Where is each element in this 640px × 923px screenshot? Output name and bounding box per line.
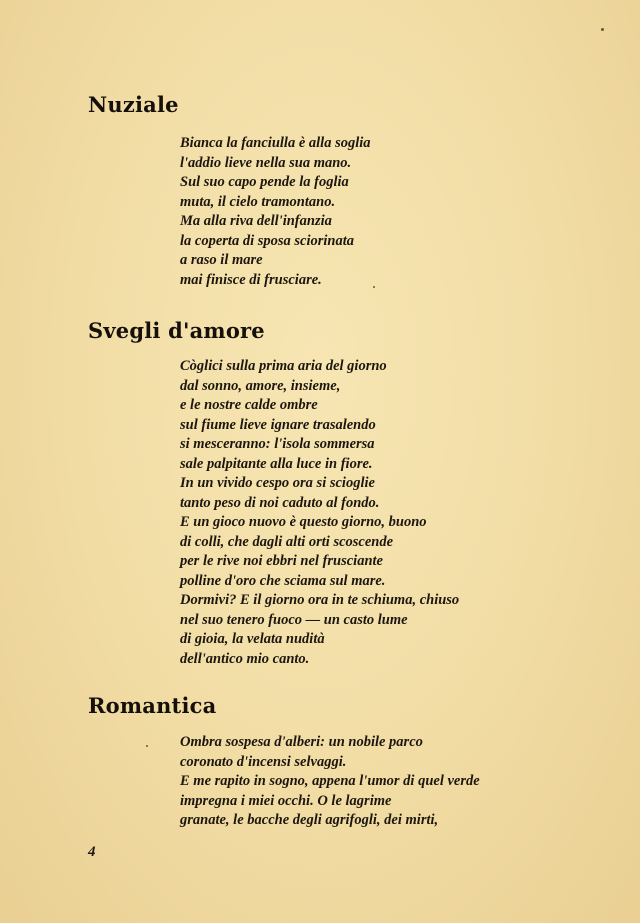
verse-line: Còglici sulla prima aria del giorno bbox=[180, 358, 387, 374]
poem-title-romantica: Romantica bbox=[88, 693, 217, 718]
verse-line: Sul suo capo pende la foglia bbox=[180, 174, 349, 190]
verse-line: tanto peso di noi caduto al fondo. bbox=[180, 494, 380, 511]
verse-line: di colli, che dagli alti orti scoscende bbox=[180, 533, 394, 550]
verse-line: dal sonno, amore, insieme, bbox=[180, 377, 341, 394]
page-number: 4 bbox=[88, 844, 96, 860]
verse-line: sul fiume lieve ignare trasalendo bbox=[180, 416, 376, 433]
poem-body-nuziale bbox=[180, 134, 371, 290]
verse-line: a raso il mare bbox=[180, 252, 263, 268]
verse-line: si mesceranno: l'isola sommersa bbox=[180, 436, 375, 452]
verse-line: muta, il cielo tramontano. bbox=[180, 193, 336, 210]
paper-speck bbox=[601, 28, 604, 31]
verse-line: granate, le bacche degli agrifogli, dei mirti, bbox=[180, 812, 439, 828]
poem-title-svegli-damore: Svegli d'amore bbox=[88, 318, 265, 343]
poem-body-svegli-damore bbox=[180, 357, 459, 669]
verse-line: Bianca la fanciulla è alla soglia bbox=[180, 135, 371, 151]
verse-line: Ombra sospesa d'alberi: un nobile parco bbox=[180, 734, 423, 750]
verse-line: di gioia, la velata nudità bbox=[180, 631, 325, 647]
verse-line: la coperta di sposa sciorinata bbox=[180, 232, 355, 249]
verse-line: In un vivido cespo ora si scioglie bbox=[180, 475, 375, 491]
verse-line: Dormivi? E il giorno ora in te schiuma, chiuso bbox=[180, 592, 460, 608]
verse-line: dell'antico mio canto. bbox=[180, 650, 310, 667]
verse-line: coronato d'incensi selvaggi. bbox=[180, 753, 347, 770]
verse-line: impregna i miei occhi. O le lagrime bbox=[180, 792, 392, 809]
poem-title-nuziale: Nuziale bbox=[88, 92, 179, 117]
verse-line: per le rive noi ebbri nel frusciante bbox=[180, 553, 383, 569]
verse-line: mai finisce di frusciare. bbox=[180, 271, 322, 288]
verse-line: E un gioco nuovo è questo giorno, buono bbox=[180, 514, 427, 530]
verse-line: e le nostre calde ombre bbox=[180, 397, 318, 413]
poem-body-romantica bbox=[180, 733, 480, 831]
verse-line: nel suo tenero fuoco — un casto lume bbox=[180, 611, 408, 628]
paper-speck bbox=[146, 745, 148, 747]
verse-line: polline d'oro che sciama sul mare. bbox=[180, 572, 386, 589]
verse-line: sale palpitante alla luce in fiore. bbox=[180, 455, 373, 472]
verse-line: E me rapito in sogno, appena l'umor di quel verde bbox=[180, 773, 480, 789]
verse-line: Ma alla riva dell'infanzia bbox=[180, 213, 332, 229]
verse-line: l'addio lieve nella sua mano. bbox=[180, 154, 352, 171]
paper-speck bbox=[373, 286, 375, 288]
